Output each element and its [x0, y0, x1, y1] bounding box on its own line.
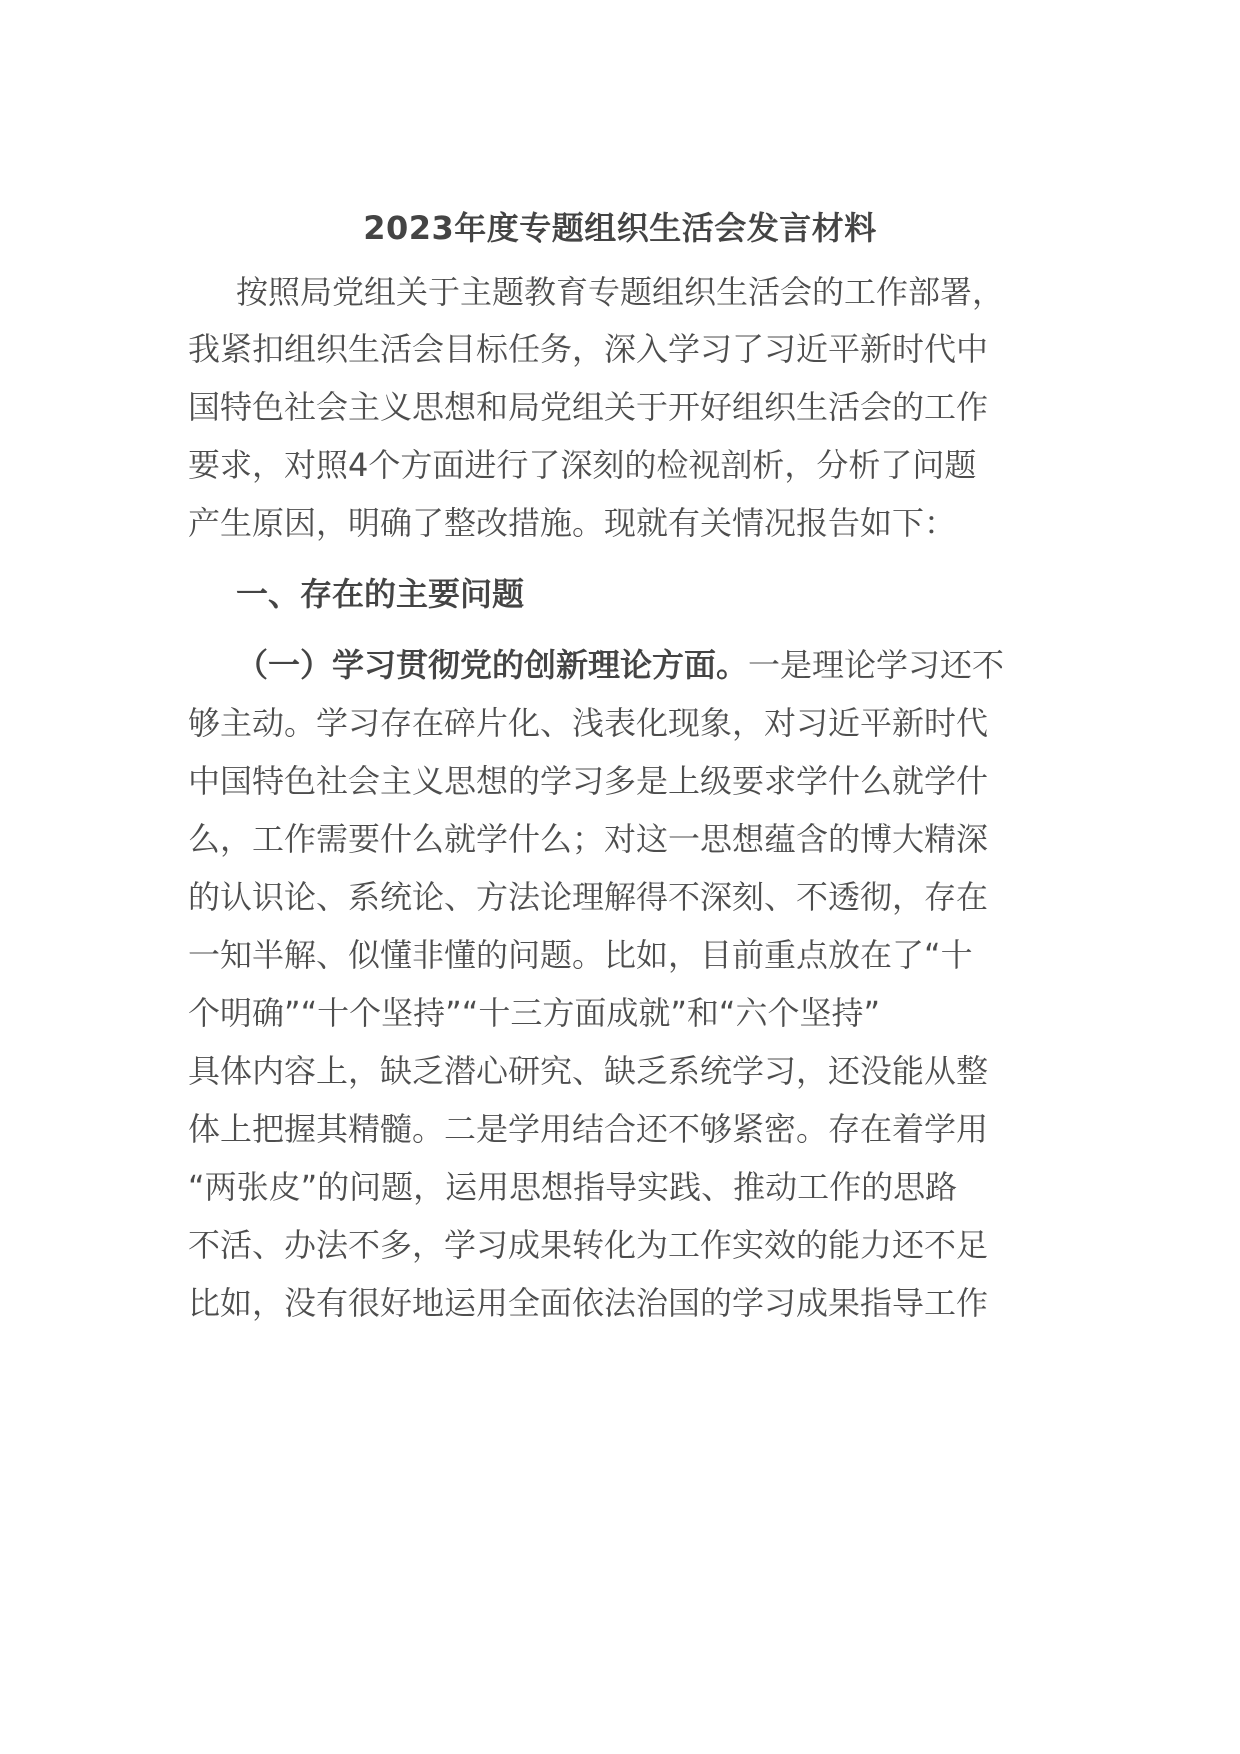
- intro-line-1: 按照局党组关于主题教育专题组织生活会的工作部署，: [236, 273, 1005, 311]
- body-line-5: 一知半解、似懂非懂的问题。比如，目前重点放在了“十: [188, 936, 973, 974]
- document-title: 2023年度专题组织生活会发言材料: [363, 209, 877, 247]
- body-line-1: 够主动。学习存在碎片化、浅表化现象，对习近平新时代: [188, 704, 989, 742]
- body-line-11: 比如，没有很好地运用全面依法治国的学习成果指导工作: [188, 1284, 989, 1322]
- intro-line-5: 产生原因，明确了整改措施。现就有关情况报告如下：: [188, 504, 957, 542]
- body-line-3: 么，工作需要什么就学什么；对这一思想蕴含的博大精深: [188, 820, 989, 858]
- intro-line-3: 国特色社会主义思想和局党组关于开好组织生活会的工作: [188, 388, 989, 426]
- body-line-2: 中国特色社会主义思想的学习多是上级要求学什么就学什: [188, 762, 989, 800]
- body-line-4: 的认识论、系统论、方法论理解得不深刻、不透彻，存在: [188, 878, 989, 916]
- body-line-8: 体上把握其精髓。二是学用结合还不够紧密。存在着学用: [188, 1110, 989, 1148]
- body-line-10: 不活、办法不多，学习成果转化为工作实效的能力还不足: [188, 1226, 989, 1264]
- body-line-9: “两张皮”的问题，运用思想指导实践、推动工作的思路: [188, 1168, 958, 1206]
- section-heading: 一、存在的主要问题: [236, 575, 525, 613]
- intro-line-2: 我紧扣组织生活会目标任务，深入学习了习近平新时代中: [188, 330, 989, 368]
- subsection-first-line: [236, 641, 1106, 689]
- body-line-6: 个明确”“十个坚持”“十三方面成就”和“六个坚持”: [188, 994, 881, 1032]
- intro-line-4: 要求，对照4个方面进行了深刻的检视剖析，分析了问题: [188, 446, 977, 484]
- body-line-7: 具体内容上，缺乏潜心研究、缺乏系统学习，还没能从整: [188, 1052, 989, 1090]
- subsection-title: （一）学习贯彻党的创新理论方面。: [236, 646, 749, 684]
- subsection-first-line-text: 一是理论学习还不: [748, 646, 1005, 684]
